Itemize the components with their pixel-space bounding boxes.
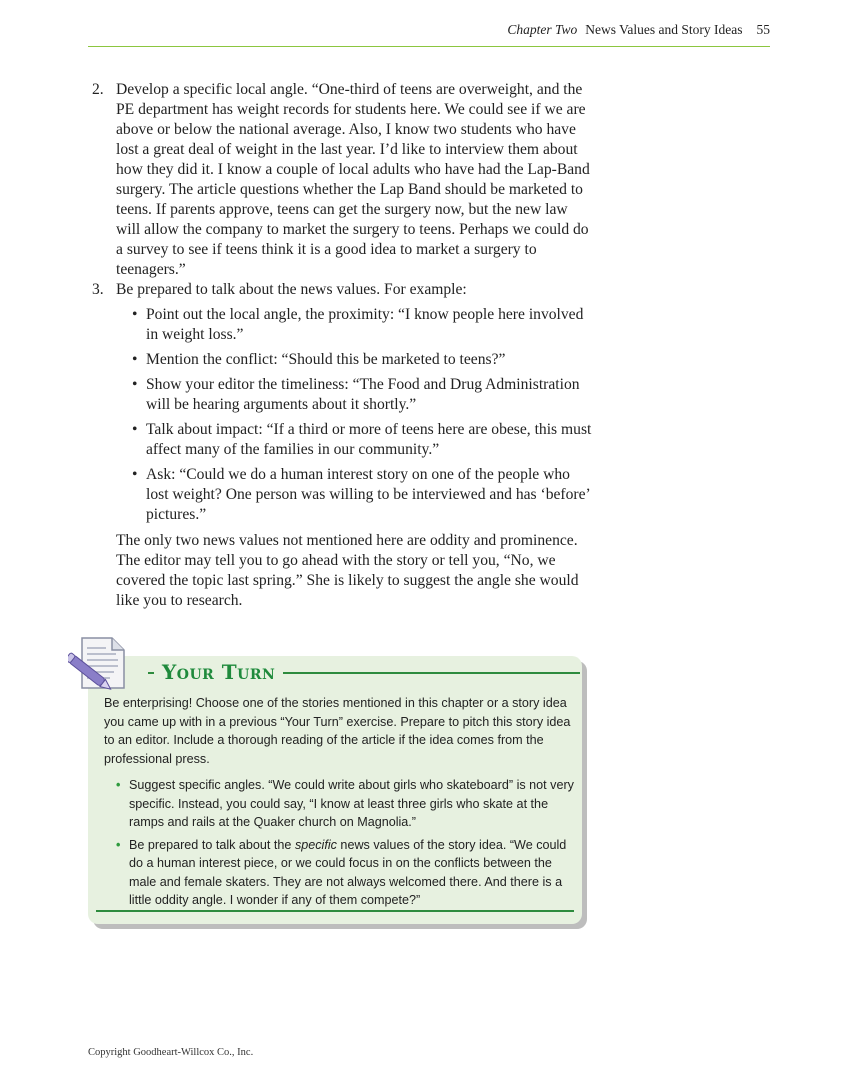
your-turn-box bbox=[88, 656, 582, 924]
your-turn-body bbox=[104, 694, 574, 914]
list-number: 2. bbox=[92, 81, 104, 98]
copyright-footer: Copyright Goodheart-Willcox Co., Inc. bbox=[88, 1047, 254, 1058]
bullet-icon: • bbox=[132, 306, 138, 323]
list-item-3 bbox=[92, 280, 592, 525]
document-pen-icon bbox=[68, 634, 138, 696]
your-turn-title: Your Turn bbox=[154, 658, 283, 686]
chapter-title: News Values and Story Ideas bbox=[585, 22, 743, 37]
list-item-2 bbox=[92, 80, 592, 280]
list-item: • Point out the local angle, the proximity: “I know people here involved in weight loss.” bbox=[132, 306, 584, 343]
bottom-rule bbox=[96, 910, 574, 912]
list-item: • Mention the conflict: “Should this be marketed to teens?” bbox=[132, 351, 506, 368]
main-text bbox=[92, 80, 592, 611]
bullet-icon: • bbox=[116, 778, 121, 792]
list-item: • Show your editor the timeliness: “The Food and Drug Administration will be hearing arguments about it shortly.” bbox=[132, 376, 580, 413]
page-number: 55 bbox=[756, 22, 770, 37]
bullet-icon: • bbox=[132, 351, 138, 368]
bullet-icon: • bbox=[132, 376, 138, 393]
list-item: • Ask: “Could we do a human interest story on one of the people who lost weight? One person was willing to be interviewed and has ‘before’ pictures.” bbox=[132, 466, 590, 523]
your-turn-intro: Be enterprising! Choose one of the stories mentioned in this chapter or a story idea you came up with in a previous “Your Turn” exercise. Prepare to pitch this story idea to an editor. Include a thorough reading of the article if the idea comes from the professional press. bbox=[104, 696, 571, 766]
list-item: • Be prepared to talk about the specific news values of the story idea. “We could do a human interest piece, or we could focus in on the conflicts between the male and female skaters. They are not always welcomed there. And there is a little oddity angle. I wonder if any of them compete?” bbox=[116, 837, 567, 907]
list-item: • Suggest specific angles. “We could write about girls who skateboard” is not very specific. Instead, you could say, “I know at least three girls who skate at the ramps and rails at the Quaker church on Magnolia.” bbox=[116, 778, 574, 829]
list-item-text: Be prepared to talk about the news values. For example: bbox=[116, 281, 467, 298]
closing-paragraph: The only two news values not mentioned here are oddity and prominence. The editor may tell you to go ahead with the story or tell you, “No, we covered the topic last spring.” She is likely to suggest the angle she would like you to research. bbox=[116, 532, 579, 609]
bullet-icon: • bbox=[132, 421, 138, 438]
bullet-icon: • bbox=[116, 837, 121, 852]
news-values-bullets bbox=[116, 305, 592, 525]
bullet-icon: • bbox=[132, 466, 138, 483]
your-turn-bullets bbox=[104, 776, 574, 910]
chapter-label: Chapter Two bbox=[507, 22, 578, 37]
list-number: 3. bbox=[92, 281, 104, 298]
running-header bbox=[88, 22, 770, 47]
list-item-text: Develop a specific local angle. “One-third of teens are overweight, and the PE department has weight records for students here. We could see if we are above or below the national average. Also, I know two students who have lost a great deal of weight in the last year. I’d like to interview them about how they did it. I know a couple of local adults who have had the Lap-Band surgery. The article questions whether the Lap Band should be marketed to teens. If parents approve, teens can get the surgery now, but the new law will allow the company to market the surgery to teens. Perhaps we could do a survey to see if teens think it is a good idea to market a surgery to teenagers.” bbox=[116, 81, 590, 278]
list-item: • Talk about impact: “If a third or more of teens here are obese, this must affect many of the families in our community.” bbox=[132, 421, 592, 458]
